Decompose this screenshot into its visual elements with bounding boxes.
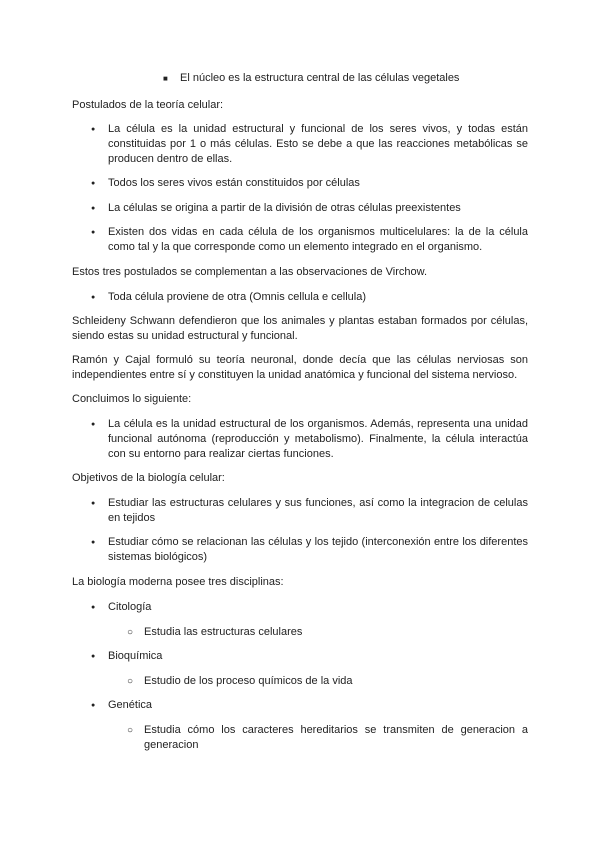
list-item-bioquimica: ● Bioquímica xyxy=(108,649,528,664)
list-item-objetivo-2: ● Estudiar cómo se relacionan las células y los tejido (interconexión entre los diferentes sistemas biológicos) xyxy=(108,535,528,565)
list-item-postulado-3: ● La células se origina a partir de la división de otras células preexistentes xyxy=(108,201,528,216)
list-item-citologia: ● Citología xyxy=(108,600,528,615)
heading-virchow: Estos tres postulados se complementan a las observaciones de Virchow. xyxy=(72,266,428,278)
heading-disciplinas: La biología moderna posee tres disciplinas: xyxy=(72,576,284,588)
paragraph-cajal: Ramón y Cajal formuló su teoría neuronal, donde decía que las células nerviosas son independientes entre sí y constituyen la unidad anatómica y funcional del sistema nervioso. xyxy=(72,354,528,381)
list-subitem-bioquimica: ○ Estudio de los proceso químicos de la vida xyxy=(144,674,528,689)
list-subitem-genetica: ○ Estudia cómo los caracteres hereditarios se transmiten de generacion a generacion xyxy=(144,723,528,753)
list-item-objetivo-1: ● Estudiar las estructuras celulares y sus funciones, así como la integracion de celulas en tejidos xyxy=(108,496,528,526)
heading-conclusion: Concluimos lo siguiente: xyxy=(72,393,192,405)
list-item-conclusion: ● La célula es la unidad estructural de los organismos. Además, representa una unidad funcional autónoma (reproducción y metabolismo). Finalmente, la célula interactúa con su entorno para realizar ciertas funciones. xyxy=(108,417,528,462)
list-subitem-citologia: ○ Estudia las estructuras celulares xyxy=(144,625,528,640)
list-item-virchow: ● Toda célula proviene de otra (Omnis cellula e cellula) xyxy=(108,290,528,305)
list-item-postulado-2: ● Todos los seres vivos están constituidos por células xyxy=(108,176,528,191)
heading-postulados: Postulados de la teoría celular: xyxy=(72,99,224,111)
heading-objetivos: Objetivos de la biología celular: xyxy=(72,472,225,484)
list-item-nucleo: ■ El núcleo es la estructura central de las células vegetales xyxy=(180,71,528,86)
list-item-postulado-4: ● Existen dos vidas en cada célula de los organismos multicelulares: la de la célula como tal y la que corresponde como un elemento integrado en el organismo. xyxy=(108,225,528,255)
list-item-genetica: ● Genética xyxy=(108,698,528,713)
list-item-postulado-1: ● La célula es la unidad estructural y funcional de los seres vivos, y todas están constituidas por 1 o más células. Esto se debe a que las reacciones metabólicas se producen dentro de ellas. xyxy=(108,122,528,167)
paragraph-schleiden: Schleideny Schwann defendieron que los animales y plantas estaban formados por células, siendo estas su unidad estructural y funcional. xyxy=(72,315,528,342)
